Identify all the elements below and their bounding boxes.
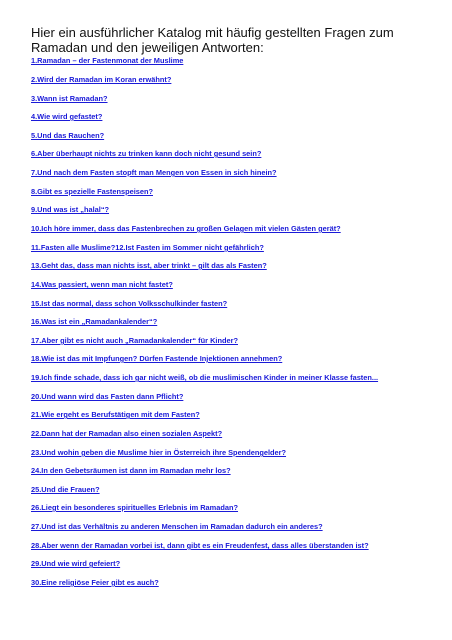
faq-list-item	[31, 112, 102, 121]
faq-list-item	[31, 75, 171, 84]
faq-link[interactable]: 27.Und ist das Verhältnis zu anderen Menschen im Ramadan dadurch ein anderes?	[31, 522, 323, 531]
faq-link[interactable]: 6.Aber überhaupt nichts zu trinken kann doch nicht gesund sein?	[31, 149, 262, 158]
faq-list-item	[31, 168, 277, 177]
faq-link[interactable]: 13.Geht das, dass man nichts isst, aber trinkt – gilt das als Fasten?	[31, 261, 267, 270]
faq-link[interactable]: 18.Wie ist das mit Impfungen? Dürfen Fastende Injektionen annehmen?	[31, 354, 283, 363]
faq-list-item	[31, 56, 183, 65]
faq-list-item	[31, 261, 267, 270]
faq-list-item	[31, 503, 238, 512]
faq-link[interactable]: 7.Und nach dem Fasten stopft man Mengen von Essen in sich hinein?	[31, 168, 277, 177]
faq-link[interactable]: 11.Fasten alle Muslime?12.Ist Fasten im Sommer nicht gefährlich?	[31, 243, 264, 252]
page-title: Hier ein ausführlicher Katalog mit häufig gestellten Fragen zum Ramadan und den jeweiligen Antworten:	[31, 25, 394, 55]
faq-list-item	[31, 448, 286, 457]
faq-link[interactable]: 19.Ich finde schade, dass ich gar nicht weiß, ob die muslimischen Kinder in meiner Klasse fasten...	[31, 373, 379, 382]
faq-link[interactable]: 15.Ist das normal, dass schon Volksschulkinder fasten?	[31, 299, 228, 308]
faq-list-item	[31, 373, 378, 382]
faq-list-item	[31, 317, 157, 326]
faq-list-item	[31, 243, 264, 252]
faq-link[interactable]: 21.Wie ergeht es Berufstätigen mit dem Fasten?	[31, 410, 200, 419]
faq-list-item	[31, 187, 153, 196]
faq-list-item	[31, 131, 104, 140]
faq-list-item	[31, 522, 323, 531]
faq-link[interactable]: 1.Ramadan – der Fastenmonat der Muslime	[31, 56, 184, 65]
faq-list-item	[31, 485, 100, 494]
faq-link[interactable]: 17.Aber gibt es nicht auch „Ramadankalender“ für Kinder?	[31, 336, 238, 345]
faq-list-item	[31, 149, 261, 158]
faq-list-item	[31, 578, 159, 587]
faq-list-item	[31, 466, 231, 475]
faq-link[interactable]: 25.Und die Frauen?	[31, 485, 100, 494]
faq-list-item	[31, 299, 227, 308]
faq-list-item	[31, 280, 173, 289]
faq-link[interactable]: 10.Ich höre immer, dass das Fastenbrechen zu großen Gelagen mit vielen Gästen gerät?	[31, 224, 341, 233]
faq-list-item	[31, 205, 109, 214]
faq-list-item	[31, 94, 108, 103]
faq-link[interactable]: 30.Eine religiöse Feier gibt es auch?	[31, 578, 159, 587]
faq-list-item	[31, 410, 200, 419]
faq-link[interactable]: 2.Wird der Ramadan im Koran erwähnt?	[31, 75, 172, 84]
faq-list-item	[31, 559, 120, 568]
faq-link[interactable]: 16.Was ist ein „Ramadankalender“?	[31, 317, 158, 326]
faq-link[interactable]: 22.Dann hat der Ramadan also einen sozialen Aspekt?	[31, 429, 223, 438]
faq-list-item	[31, 392, 183, 401]
faq-link[interactable]: 14.Was passiert, wenn man nicht fastet?	[31, 280, 173, 289]
faq-link[interactable]: 20.Und wann wird das Fasten dann Pflicht?	[31, 392, 184, 401]
faq-link[interactable]: 29.Und wie wird gefeiert?	[31, 559, 121, 568]
faq-link[interactable]: 26.Liegt ein besonderes spirituelles Erlebnis im Ramadan?	[31, 503, 239, 512]
faq-list-item	[31, 541, 369, 550]
faq-list-item	[31, 224, 341, 233]
faq-link[interactable]: 23.Und wohin geben die Muslime hier in Österreich ihre Spendengelder?	[31, 448, 287, 457]
faq-link[interactable]: 4.Wie wird gefastet?	[31, 112, 103, 121]
faq-list-item	[31, 354, 282, 363]
faq-link[interactable]: 9.Und was ist „halal“?	[31, 205, 110, 214]
faq-link[interactable]: 8.Gibt es spezielle Fastenspeisen?	[31, 187, 153, 196]
faq-list-item	[31, 336, 238, 345]
faq-link[interactable]: 28.Aber wenn der Ramadan vorbei ist, dann gibt es ein Freudenfest, dass alles überstanden ist?	[31, 541, 369, 550]
faq-link[interactable]: 24.In den Gebetsräumen ist dann im Ramadan mehr los?	[31, 466, 231, 475]
faq-link[interactable]: 5.Und das Rauchen?	[31, 131, 105, 140]
faq-list-item	[31, 429, 222, 438]
faq-link[interactable]: 3.Wann ist Ramadan?	[31, 94, 108, 103]
